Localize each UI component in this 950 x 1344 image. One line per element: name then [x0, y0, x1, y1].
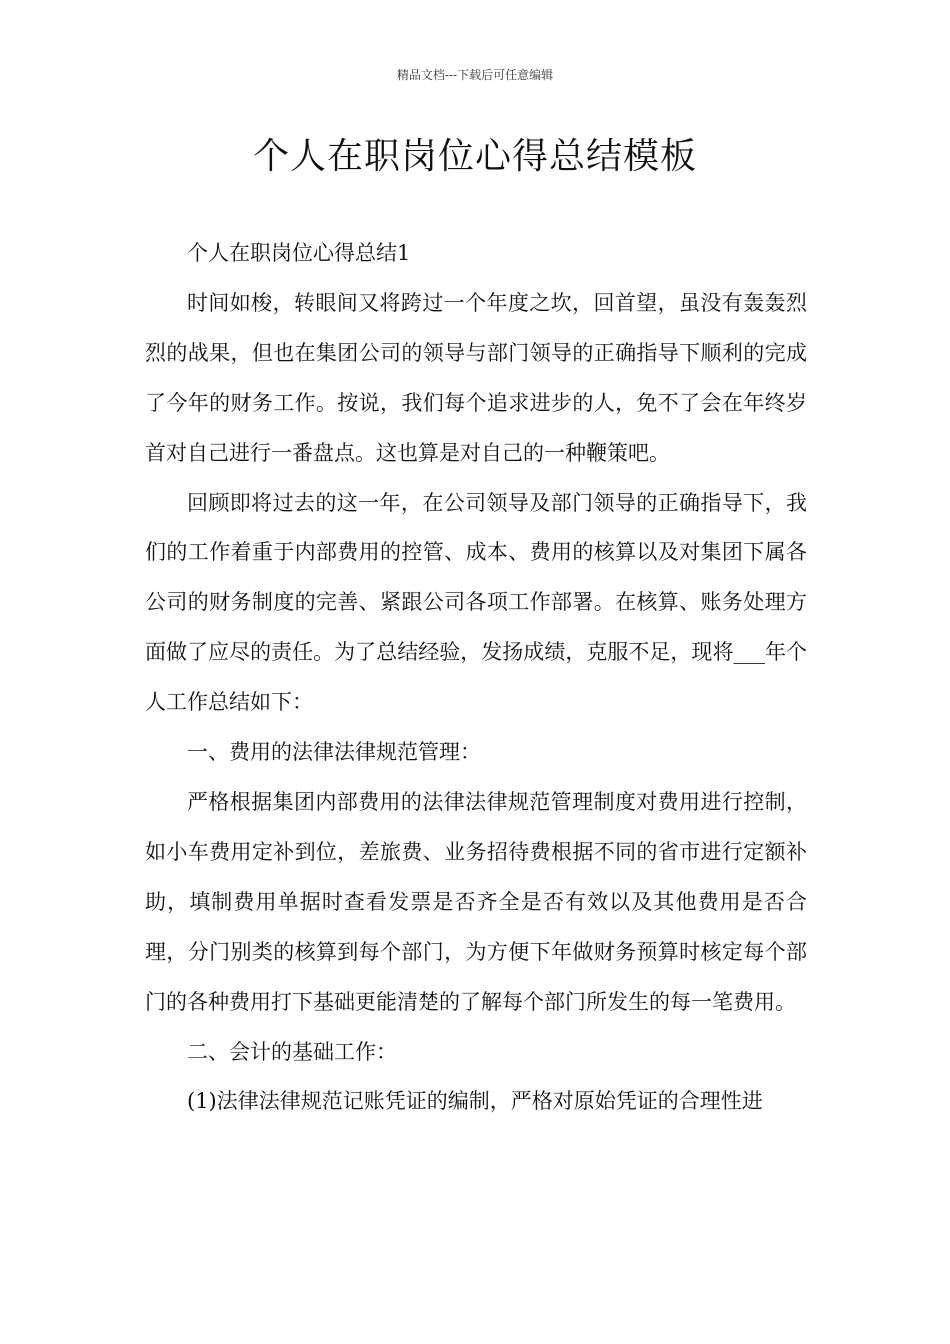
paragraph: (1)法律法律规范记账凭证的编制，严格对原始凭证的合理性进 [187, 1089, 763, 1114]
section-heading: 一、费用的法律法律规范管理： [187, 740, 481, 765]
document-title: 个人在职岗位心得总结模板 [252, 136, 697, 177]
paragraph: 时间如梭，转眼间又将跨过一个年度之坎，回首望，虽没有轰轰烈烈的战果，但也在集团公司的领导与部门领导的正确指导下顺利的完成了今年的财务工作。按说，我们每个追求进步的人，免不了会在年终岁首对自己进行一番盘点。这也算是对自己的一种鞭策吧。 [145, 290, 807, 465]
paragraph: 回顾即将过去的这一年，在公司领导及部门领导的正确指导下，我们的工作着重于内部费用的控管、成本、费用的核算以及对集团下属各公司的财务制度的完善、紧跟公司各项工作部署。在核算、账务处理方面做了应尽的责任。为了总结经验，发扬成绩，克服不足，现将___年个人工作总结如下： [145, 490, 807, 715]
section-heading: 二、会计的基础工作： [187, 1039, 397, 1064]
section-heading: 个人在职岗位心得总结1 [187, 241, 411, 265]
document-body [145, 229, 807, 1127]
paragraph: 严格根据集团内部费用的法律法律规范管理制度对费用进行控制，如小车费用定补到位，差旅费、业务招待费根据不同的省市进行定额补助，填制费用单据时查看发票是否齐全是否有效以及其他费用是否合理，分门别类的核算到每个部门，为方便下年做财务预算时核定每个部门的各种费用打下基础更能清楚的了解每个部门所发生的每一笔费用。 [145, 789, 807, 1014]
page-header: 精品文档---下载后可任意编辑 [396, 68, 554, 82]
